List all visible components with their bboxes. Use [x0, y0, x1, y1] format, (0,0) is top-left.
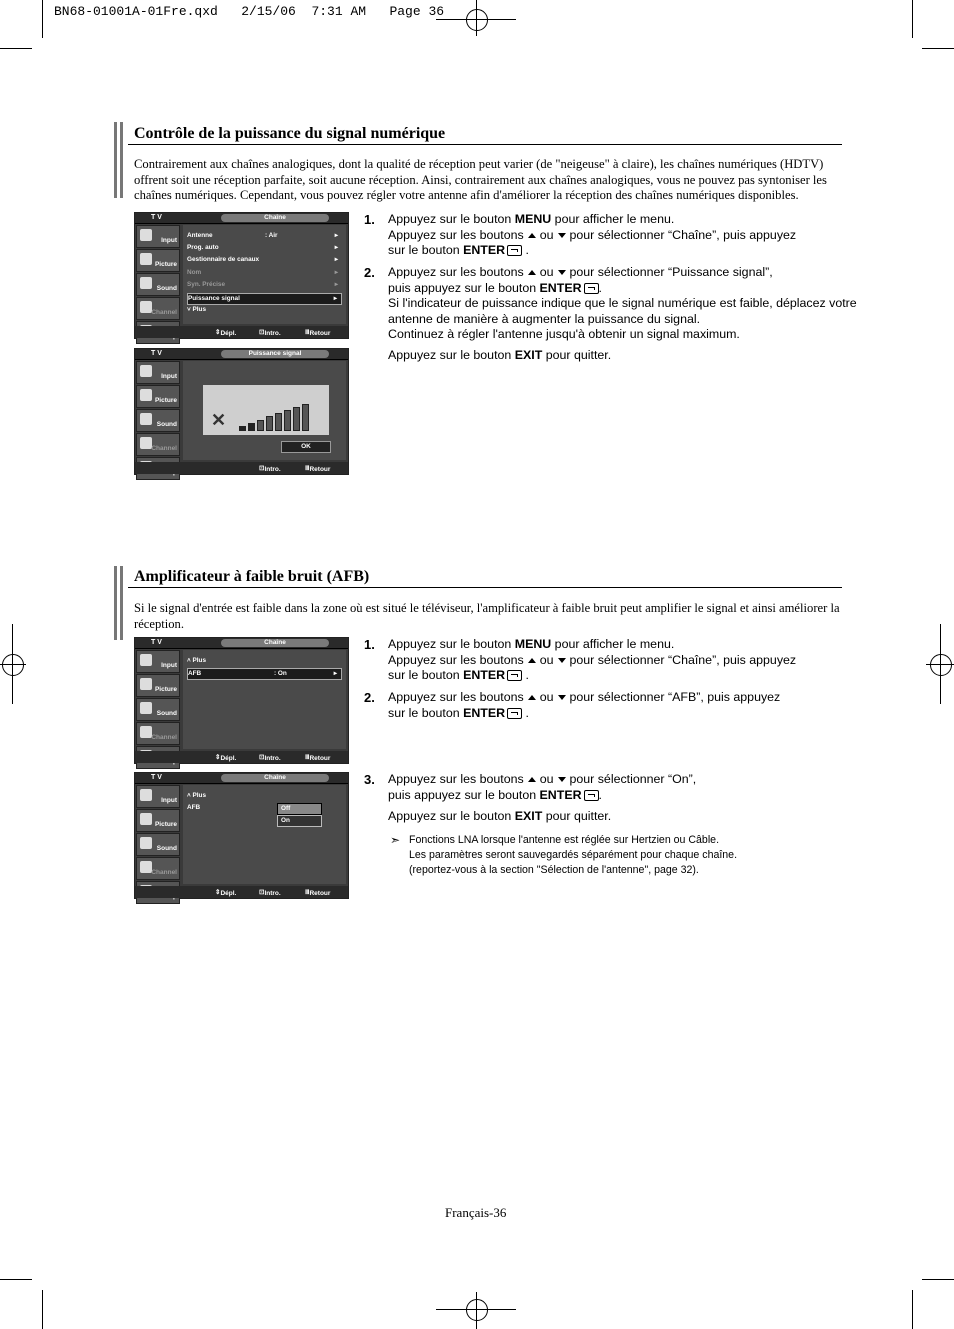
signal-meter: [203, 385, 329, 435]
section-title: Amplificateur à faible bruit (AFB): [134, 568, 370, 585]
down-arrow-icon: [558, 658, 566, 663]
note: Fonctions LNA lorsque l'antenne est réglée sur Hertzien ou Câble. Les paramètres seront sauvegardés séparément pour chaque chaîne. (reportez-vous à la section "Sélection de l'antenne", page 32).: [409, 834, 738, 876]
section-rule: [128, 587, 842, 588]
enter-icon: [507, 708, 522, 719]
section-bar: [120, 566, 123, 640]
registration-mark-icon: [930, 654, 952, 676]
section-rule: [128, 144, 842, 145]
crop-mark: [0, 664, 26, 665]
crop-mark: [476, 1292, 477, 1329]
step-1: Appuyez sur le bouton MENU pour afficher le menu. Appuyez sur les boutons ou pour sélectionner “Chaîne”, puis appuyez sur le bouton ENTER .: [388, 637, 797, 682]
crop-mark: [912, 0, 913, 38]
signal-bar: [293, 407, 300, 431]
signal-bar: [257, 420, 264, 431]
registration-mark-icon: [466, 1299, 488, 1321]
section-bar: [114, 566, 117, 640]
crop-mark: [42, 0, 43, 38]
step-number: 3.: [364, 772, 375, 787]
enter-icon: [507, 245, 522, 256]
ok-button[interactable]: OK: [281, 441, 331, 453]
crop-mark: [476, 0, 477, 36]
crop-mark: [922, 48, 954, 49]
up-arrow-icon: [528, 695, 536, 700]
up-arrow-icon: [528, 777, 536, 782]
up-arrow-icon: [528, 270, 536, 275]
option-off[interactable]: Off: [277, 803, 322, 815]
registration-mark-icon: [2, 654, 24, 676]
section-intro: Si le signal d'entrée est faible dans la zone où est situé le téléviseur, l'amplificateur à faible bruit peut amplifier le signal et ainsi améliorer la réception.: [134, 601, 840, 631]
tv-signal-screen: T V Puissance signal Input Picture Sound Channel ✕ OK ⊡ Intro. Ⅲ Retour: [134, 348, 349, 475]
crop-mark: [926, 664, 954, 665]
up-arrow-icon: [528, 658, 536, 663]
tv-menu-screen: T V Chaîne Input Picture Sound Channel ˄ Plus AFB Off On ⇕ Dépl. ⊡ Intro. Ⅲ Retour: [134, 772, 349, 899]
antenna-icon: ✕: [211, 410, 227, 430]
crop-mark: [912, 1290, 913, 1329]
signal-bar: [239, 426, 246, 431]
step-number: 1.: [364, 637, 375, 652]
note-arrow-icon: ➣: [390, 833, 401, 847]
signal-bar: [275, 413, 282, 431]
down-arrow-icon: [558, 233, 566, 238]
down-arrow-icon: [558, 270, 566, 275]
signal-bar: [284, 410, 291, 431]
signal-bar: [266, 416, 273, 431]
exit-instruction: Appuyez sur le bouton EXIT pour quitter.: [388, 809, 612, 823]
step-number: 2.: [364, 690, 375, 705]
page-footer: Français-36: [445, 1205, 507, 1220]
step-2: Appuyez sur les boutons ou pour sélectionner “Puissance signal”, puis appuyez sur le bouton ENTER . Si l'indicateur de puissance indique que le signal numérique est faible, déplacez votre antenne de manière à augmenter la puissance du signal. Continuez à régler l'antenne jusqu'à obtenir un signal maximum.: [388, 265, 857, 341]
down-arrow-icon: [558, 777, 566, 782]
crop-mark: [42, 1290, 43, 1329]
step-1: Appuyez sur le bouton MENU pour afficher le menu. Appuyez sur les boutons ou pour sélectionner “Chaîne”, puis appuyez sur le bouton ENTER .: [388, 212, 797, 257]
enter-icon: [584, 283, 599, 294]
option-on[interactable]: On: [277, 815, 322, 827]
section-bar: [114, 122, 117, 198]
step-number: 1.: [364, 212, 375, 227]
section-intro: Contrairement aux chaînes analogiques, dont la qualité de réception peut varier (de "neigeuse" à claire), les chaînes numériques (HDTV) offrent soit une réception parfaite, soit aucune réception. Ainsi, contrairement aux chaînes analogiques, vous ne pouvez pas syntoniser les chaînes numériques. Cependant, vous pouvez régler votre antenne afin d'améliorer la réception des chaînes numériques disponibles.: [134, 157, 827, 202]
step-2: Appuyez sur les boutons ou pour sélectionner “AFB”, puis appuyez sur le bouton ENTER .: [388, 690, 781, 720]
tv-menu-screen: T V Chaîne Input Picture Sound Channel Antenne : Air ▸ Prog. auto ▸ Gestionnaire de canaux ▸ Nom ▸ Syn. Précise ▸ Puissance signal ▸ ˅ Plus ⇕ Dépl. ⊡ Intro. Ⅲ Retour: [134, 212, 349, 339]
registration-mark-icon: [466, 9, 488, 31]
up-arrow-icon: [528, 233, 536, 238]
down-arrow-icon: [558, 695, 566, 700]
step-number: 2.: [364, 265, 375, 280]
exit-instruction: Appuyez sur le bouton EXIT pour quitter.: [388, 348, 612, 362]
enter-icon: [507, 670, 522, 681]
crop-mark: [0, 48, 32, 49]
tv-menu-screen: T V Chaîne Input Picture Sound Channel ˄ Plus AFB : On ▸ ⇕ Dépl. ⊡ Intro. Ⅲ Retour: [134, 637, 349, 764]
section-title: Contrôle de la puissance du signal numérique: [134, 125, 446, 142]
enter-icon: [584, 790, 599, 801]
signal-bar: [302, 404, 309, 431]
signal-bar: [248, 423, 255, 431]
step-3: Appuyez sur les boutons ou pour sélectionner “On”, puis appuyez sur le bouton ENTER .: [388, 772, 697, 802]
section-bar: [120, 122, 123, 198]
file-header: BN68-01001A-01Fre.qxd 2/15/06 7:31 AM Page 36: [54, 4, 445, 19]
crop-mark: [0, 1279, 32, 1280]
crop-mark: [922, 1279, 954, 1280]
